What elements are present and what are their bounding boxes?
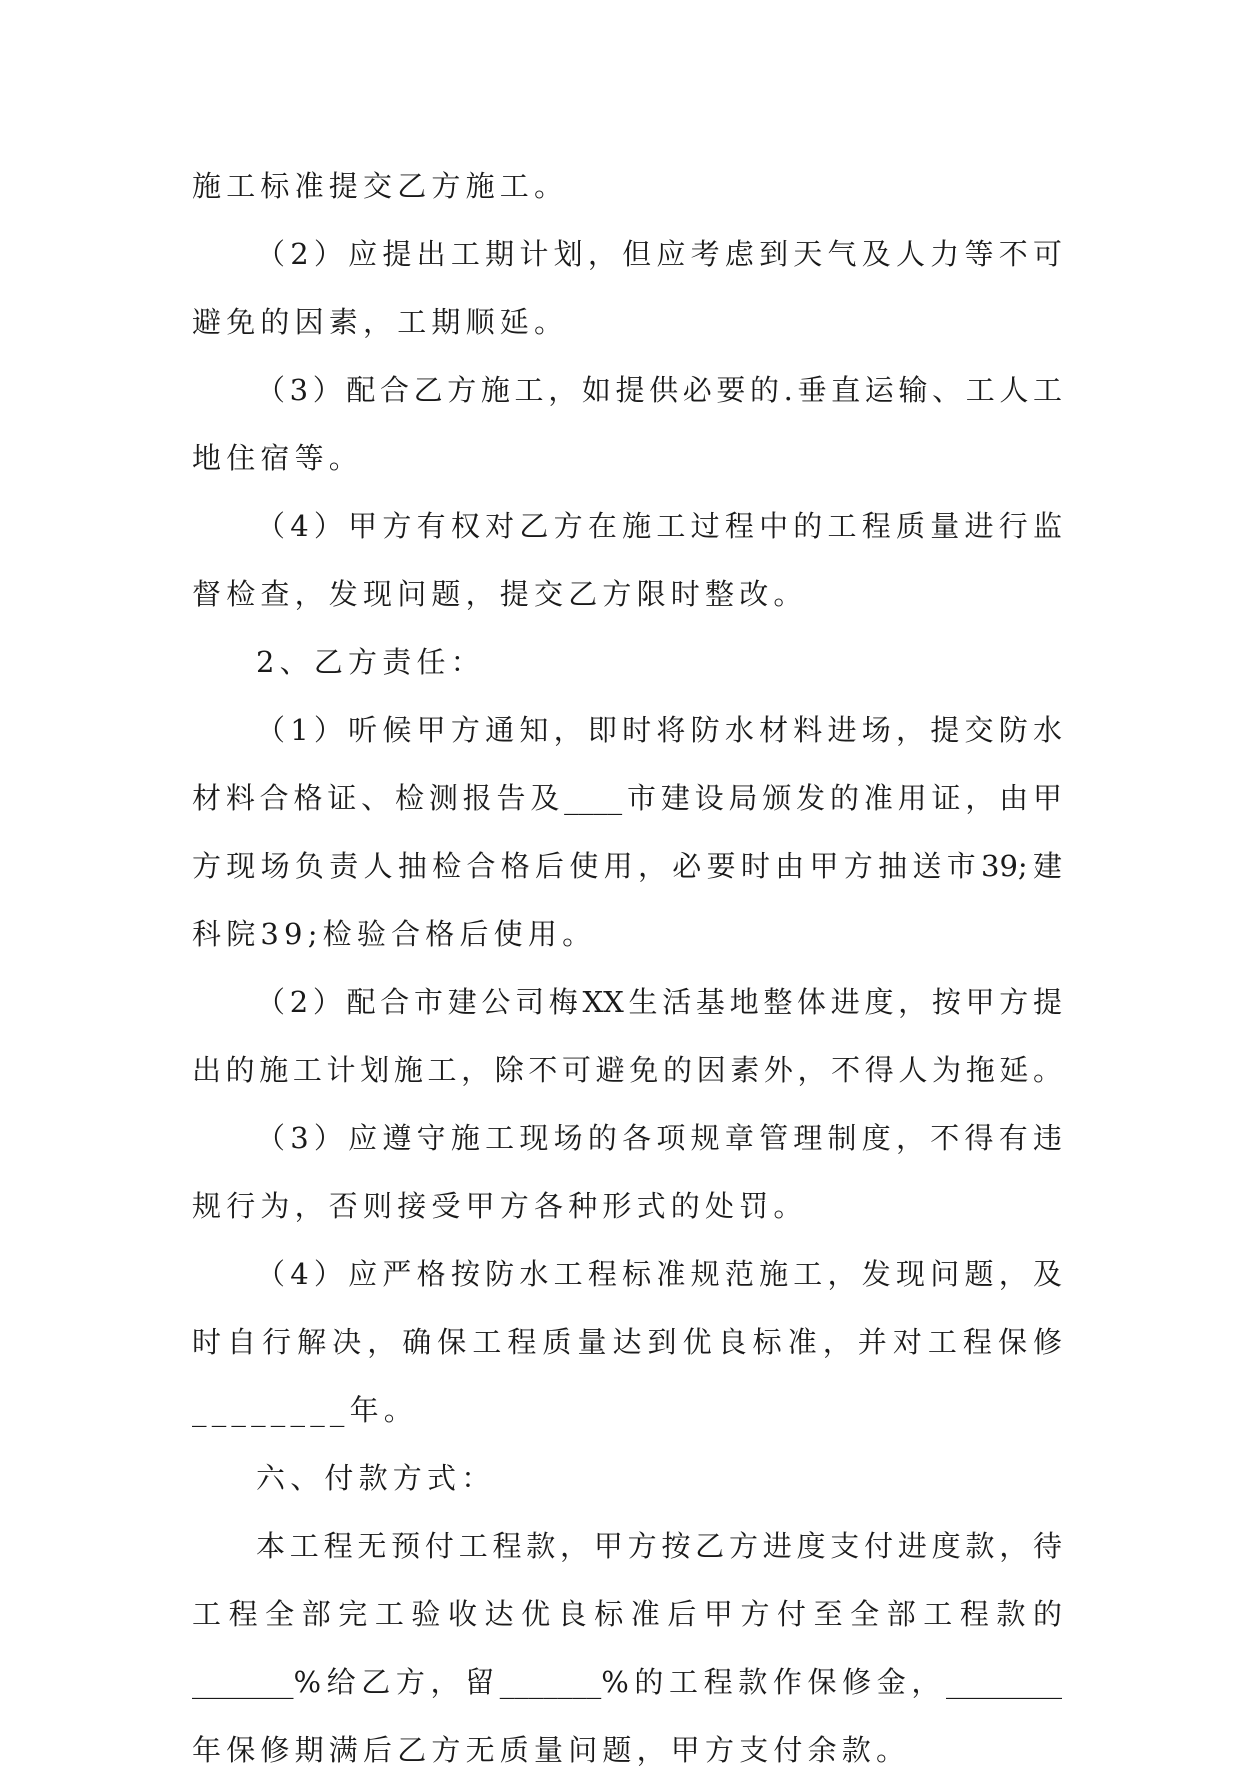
text-line: 科院39;检验合格后使用。 [192, 917, 597, 951]
text-line: 2、乙方责任： [256, 645, 485, 679]
text-line: 避免的因素，工期顺延。 [192, 305, 569, 339]
text-line: 材料合格证、检测报告及____市建设局颁发的准用证，由甲 [192, 781, 1062, 815]
text-line: （2）应提出工期计划，但应考虑到天气及人力等不可 [256, 237, 1062, 271]
text-line: （3）应遵守施工现场的各项规章管理制度，不得有违 [256, 1121, 1062, 1155]
text-line: （1）听候甲方通知，即时将防水材料进场，提交防水 [256, 713, 1062, 747]
text-line: 时自行解决，确保工程质量达到优良标准，并对工程保修 [192, 1325, 1062, 1359]
text-line: 规行为，否则接受甲方各种形式的处罚。 [192, 1189, 808, 1223]
text-line: 工程全部完工验收达优良标准后甲方付至全部工程款的 [192, 1597, 1062, 1631]
text-line: （2）配合市建公司梅XX生活基地整体进度，按甲方提 [256, 985, 1062, 1019]
text-line: 督检查，发现问题，提交乙方限时整改。 [192, 577, 808, 611]
text-line: 施工标准提交乙方施工。 [192, 169, 569, 203]
text-line: （4）甲方有权对乙方在施工过程中的工程质量进行监 [256, 509, 1062, 543]
text-line: （4）应严格按防水工程标准规范施工，发现问题，及 [256, 1257, 1062, 1291]
text-line: 出的施工计划施工，除不可避免的因素外，不得人为拖延。 [192, 1053, 1062, 1087]
text-line: 本工程无预付工程款，甲方按乙方进度支付进度款，待 [256, 1529, 1062, 1563]
text-line: 六、付款方式： [256, 1461, 496, 1495]
text-line: （3）配合乙方施工，如提供必要的.垂直运输、工人工 [256, 373, 1062, 407]
document-body [192, 152, 1062, 1784]
text-line: ________年。 [192, 1393, 419, 1427]
text-line: 方现场负责人抽检合格后使用，必要时由甲方抽送市39;建 [192, 849, 1062, 883]
text-line: 年保修期满后乙方无质量问题，甲方支付余款。 [192, 1733, 911, 1767]
text-line: _______%给乙方，留_______%的工程款作保修金，________ [192, 1665, 1062, 1699]
text-line: 地住宿等。 [192, 441, 364, 475]
